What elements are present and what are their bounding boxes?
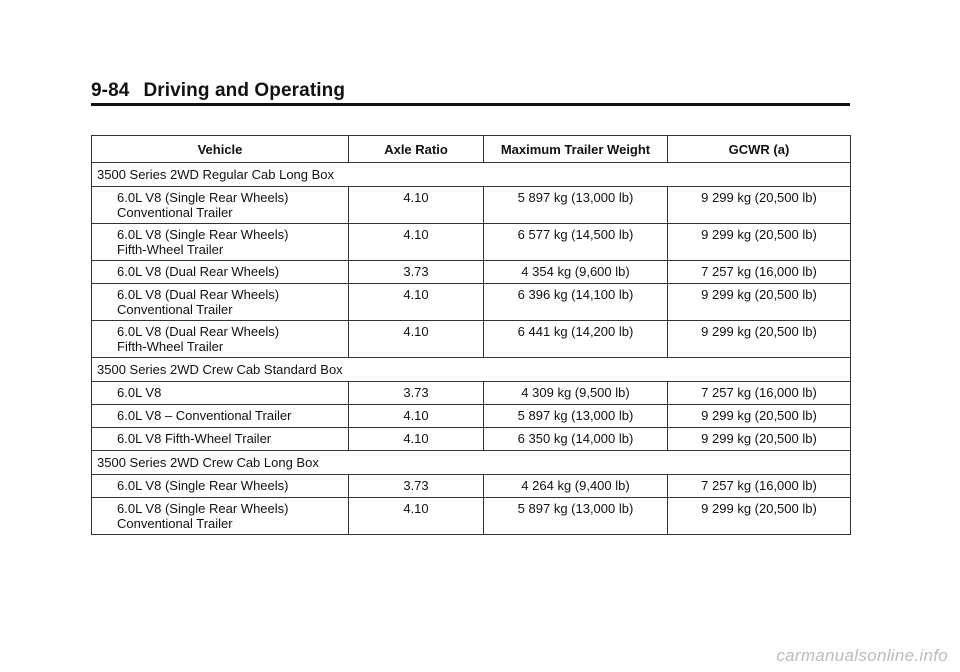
axle-ratio-cell: 4.10: [349, 428, 484, 451]
trailer-weight-table: [91, 135, 851, 535]
vehicle-line: 6.0L V8 (Dual Rear Wheels): [117, 264, 280, 279]
vehicle-cell: [92, 321, 349, 358]
axle-ratio-cell: 4.10: [349, 321, 484, 358]
gcwr-cell: 7 257 kg (16,000 lb): [668, 261, 851, 284]
vehicle-line: 6.0L V8 (Single Rear Wheels): [117, 478, 289, 493]
vehicle-line: 6.0L V8: [117, 385, 162, 400]
vehicle-line: 6.0L V8 – Conventional Trailer: [117, 408, 292, 423]
table-header: [92, 136, 851, 163]
page-number: 9-84: [91, 80, 130, 101]
max-trailer-weight-cell: 4 309 kg (9,500 lb): [484, 382, 668, 405]
axle-ratio-cell: 4.10: [349, 224, 484, 261]
axle-ratio-cell: 4.10: [349, 284, 484, 321]
max-trailer-weight-cell: 6 350 kg (14,000 lb): [484, 428, 668, 451]
section-title: Driving and Operating: [143, 80, 346, 101]
gcwr-cell: 9 299 kg (20,500 lb): [668, 428, 851, 451]
vehicle-cell: [92, 261, 349, 284]
max-trailer-weight-cell: 6 396 kg (14,100 lb): [484, 284, 668, 321]
group-row: [92, 163, 851, 187]
gcwr-cell: 9 299 kg (20,500 lb): [668, 405, 851, 428]
group-row: [92, 451, 851, 475]
axle-ratio-cell: 4.10: [349, 405, 484, 428]
table-row: [92, 475, 851, 498]
vehicle-line: Conventional Trailer: [117, 516, 233, 531]
table-body: [92, 163, 851, 535]
max-trailer-weight-cell: 5 897 kg (13,000 lb): [484, 405, 668, 428]
max-trailer-weight-cell: 4 354 kg (9,600 lb): [484, 261, 668, 284]
table-row: [92, 187, 851, 224]
vehicle-cell: [92, 475, 349, 498]
group-title: 3500 Series 2WD Regular Cab Long Box: [92, 163, 851, 187]
header-row: [92, 136, 851, 163]
group-row: [92, 358, 851, 382]
max-trailer-weight-cell: 5 897 kg (13,000 lb): [484, 187, 668, 224]
max-trailer-weight-cell: 4 264 kg (9,400 lb): [484, 475, 668, 498]
axle-ratio-cell: 3.73: [349, 261, 484, 284]
table-row: [92, 321, 851, 358]
vehicle-line: 6.0L V8 (Single Rear Wheels): [117, 190, 289, 205]
vehicle-cell: [92, 498, 349, 535]
axle-ratio-cell: 4.10: [349, 187, 484, 224]
axle-ratio-cell: 3.73: [349, 382, 484, 405]
column-axle-ratio-header: Axle Ratio: [349, 136, 484, 163]
gcwr-cell: 9 299 kg (20,500 lb): [668, 224, 851, 261]
table-row: [92, 224, 851, 261]
axle-ratio-cell: 4.10: [349, 498, 484, 535]
vehicle-line: 6.0L V8 Fifth-Wheel Trailer: [117, 431, 272, 446]
gcwr-cell: 7 257 kg (16,000 lb): [668, 475, 851, 498]
gcwr-cell: 9 299 kg (20,500 lb): [668, 187, 851, 224]
watermark: carmanualsonline.info: [776, 646, 948, 665]
table-row: [92, 405, 851, 428]
column-vehicle-header: Vehicle: [92, 136, 349, 163]
table-row: [92, 261, 851, 284]
vehicle-line: Conventional Trailer: [117, 302, 233, 317]
gcwr-cell: 9 299 kg (20,500 lb): [668, 321, 851, 358]
table-row: [92, 428, 851, 451]
vehicle-cell: [92, 405, 349, 428]
max-trailer-weight-cell: 5 897 kg (13,000 lb): [484, 498, 668, 535]
vehicle-line: Conventional Trailer: [117, 205, 233, 220]
page-header: [91, 80, 850, 102]
vehicle-line: 6.0L V8 (Dual Rear Wheels): [117, 287, 280, 302]
vehicle-line: 6.0L V8 (Single Rear Wheels): [117, 501, 289, 516]
column-gcwr-header: GCWR (a): [668, 136, 851, 163]
vehicle-cell: [92, 224, 349, 261]
vehicle-line: Fifth-Wheel Trailer: [117, 242, 224, 257]
axle-ratio-cell: 3.73: [349, 475, 484, 498]
gcwr-cell: 9 299 kg (20,500 lb): [668, 498, 851, 535]
group-title: 3500 Series 2WD Crew Cab Standard Box: [92, 358, 851, 382]
header-rule: [91, 103, 850, 106]
max-trailer-weight-cell: 6 577 kg (14,500 lb): [484, 224, 668, 261]
vehicle-line: 6.0L V8 (Dual Rear Wheels): [117, 324, 280, 339]
vehicle-line: 6.0L V8 (Single Rear Wheels): [117, 227, 289, 242]
vehicle-cell: [92, 284, 349, 321]
max-trailer-weight-cell: 6 441 kg (14,200 lb): [484, 321, 668, 358]
vehicle-line: Fifth-Wheel Trailer: [117, 339, 224, 354]
group-title: 3500 Series 2WD Crew Cab Long Box: [92, 451, 851, 475]
vehicle-cell: [92, 382, 349, 405]
gcwr-cell: 9 299 kg (20,500 lb): [668, 284, 851, 321]
vehicle-cell: [92, 428, 349, 451]
column-max-trailer-weight-header: Maximum Trailer Weight: [484, 136, 668, 163]
vehicle-cell: [92, 187, 349, 224]
table-row: [92, 284, 851, 321]
table-row: [92, 498, 851, 535]
gcwr-cell: 7 257 kg (16,000 lb): [668, 382, 851, 405]
table-row: [92, 382, 851, 405]
